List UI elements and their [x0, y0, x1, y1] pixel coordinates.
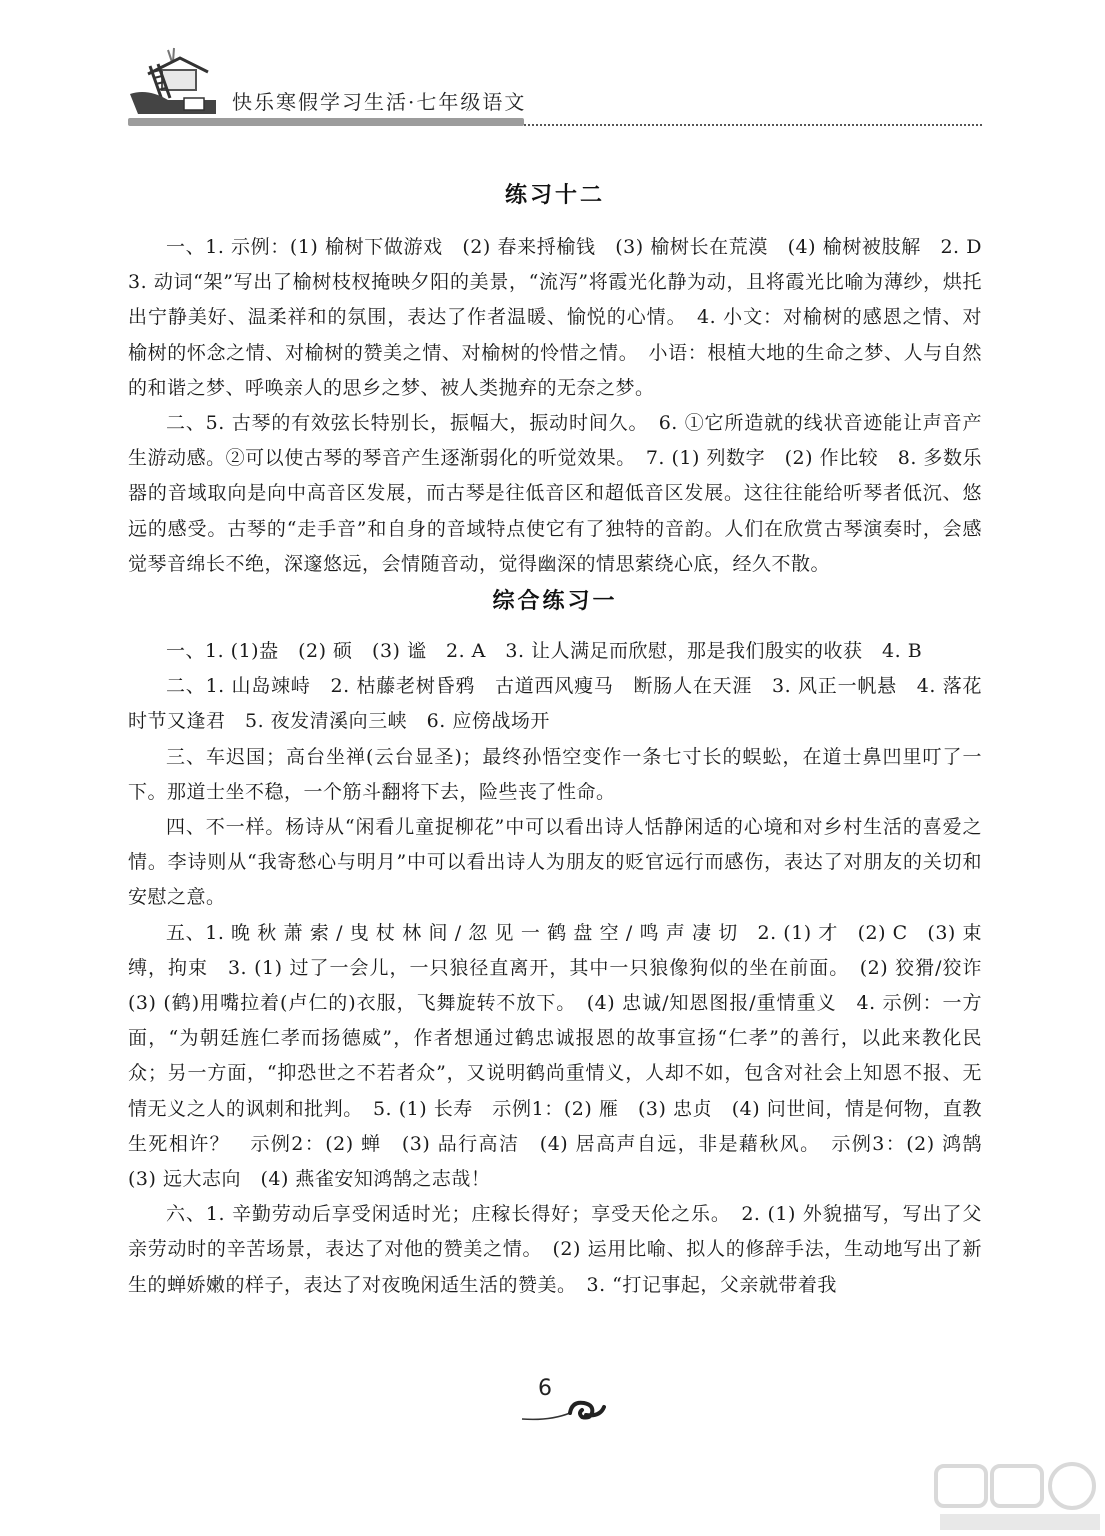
answer-paragraph: 六、1. 辛勤劳动后享受闲适时光；庄稼长得好；享受天伦之乐。 2. (1) 外貌描写，写出了父亲劳动时的辛苦场景，表达了对他的赞美之情。 (2) 运用比喻、拟人的修辞手法，生动地写出了新生的蝉娇嫩的样子，表达了对夜晚闲适生活的赞美。 3. “打记事起，父亲就带着我: [128, 1203, 982, 1296]
answer-paragraph: 四、不一样。杨诗从“闲看儿童捉柳花”中可以看出诗人恬静闲适的心境和对乡村生活的喜爱之情。李诗则从“我寄愁心与明月”中可以看出诗人为朋友的贬官远行而感伤，表达了对朋友的关切和安慰之意。: [128, 816, 982, 909]
answer-content: [128, 176, 1002, 1303]
page-number: 6: [538, 1376, 552, 1401]
cloud-swirl-icon: [520, 1395, 606, 1425]
answer-paragraph: 五、1. 晚 秋 萧 索 / 曳 杖 林 间 / 忽 见 一 鹤 盘 空 / 鸣 声 凄 切 2. (1) 才 (2) C (3) 束缚，拘束 3. (1) 过了一会儿，一只狼径直离开，其中一只狼像狗似的坐在前面。 (2) 狡猾/狡诈 (3) (鹤)用嘴拉着(卢仁的)衣服，飞舞旋转不放下。 (4) 忠诚/知恩图报/重情重义 4. 示例：一方面，“为朝廷旌仁孝而扬德威”，作者想通过鹤忠诚报恩的故事宣扬“仁孝”的善行，以此来教化民众；另一方面，“抑恐世之不若者众”，又说明鹤尚重情义，人却不如，包含对社会上知恩不报、无情无义之人的讽刺和批判。 5. (1) 长寿 示例1：(2) 雁 (3) 忠贞 (4) 问世间，情是何物，直教生死相许？ 示例2：(2) 蝉 (3) 品行高洁 (4) 居高声自远，非是藉秋风。 示例3：(2) 鸿鹄 (3) 远大志向 (4) 燕雀安知鸿鹄之志哉！: [128, 921, 1002, 1191]
answer-paragraph: 一、1. (1)盎 (2) 硕 (3) 谧 2. A 3. 让人满足而欣慰，那是我们殷实的收获 4. B: [166, 640, 923, 663]
header-rule: [128, 118, 524, 126]
section-title-comprehensive-1: 综合练习一: [492, 589, 618, 615]
house-logo-icon: [128, 44, 218, 116]
header-dotted-rule: [524, 124, 982, 126]
section-title-exercise-12: 练习十二: [504, 183, 605, 208]
answer-paragraph: 三、车迟国；高台坐禅(云台显圣)；最终孙悟空变作一条七寸长的蜈蚣，在道士鼻凹里叮了一下。那道士坐不稳，一个筋斗翻将下去，险些丧了性命。: [128, 745, 982, 803]
answer-paragraph: 二、5. 古琴的有效弦长特别长，振幅大，振动时间久。 6. ①它所造就的线状音迹能让声音产生游动感。②可以使古琴的琴音产生逐渐弱化的听觉效果。 7. (1) 列数字 (2) 作比较 8. 多数乐器的音域取向是向中高音区发展，而古琴是往低音区和超低音区发展。这往往能给听琴者低沉、悠远的感受。古琴的“走手音”和自身的音域特点使它有了独特的音韵。人们在欣赏古琴演奏时，会感觉琴音绵长不绝，深邃悠远，会情随音动，觉得幽深的情思萦绕心底，经久不散。: [128, 412, 982, 575]
book-title: 快乐寒假学习生活·七年级语文: [232, 90, 527, 114]
watermark-stamp-icon: [930, 1462, 1105, 1536]
answer-paragraph: 二、1. 山岛竦峙 2. 枯藤老树昏鸦 古道西风瘦马 断肠人在天涯 3. 风正一帆悬 4. 落花时节又逢君 5. 夜发清溪向三峡 6. 应傍战场开: [128, 675, 982, 733]
answer-paragraph: 一、1. 示例：(1) 榆树下做游戏 (2) 春来捋榆钱 (3) 榆树长在荒漠 (4) 榆树被肢解 2. D 3. 动词“架”写出了榆树枝杈掩映夕阳的美景，“流泻”将霞光化静为动，且将霞光比喻为薄纱，烘托出宁静美好、温柔祥和的氛围，表达了作者温暖、愉悦的心情。 4. 小文：对榆树的感恩之情、对榆树的怀念之情、对榆树的赞美之情、对榆树的怜惜之情。 小语：根植大地的生命之梦、人与自然的和谐之梦、呼唤亲人的思乡之梦、被人类抛弃的无奈之梦。: [128, 236, 1002, 399]
